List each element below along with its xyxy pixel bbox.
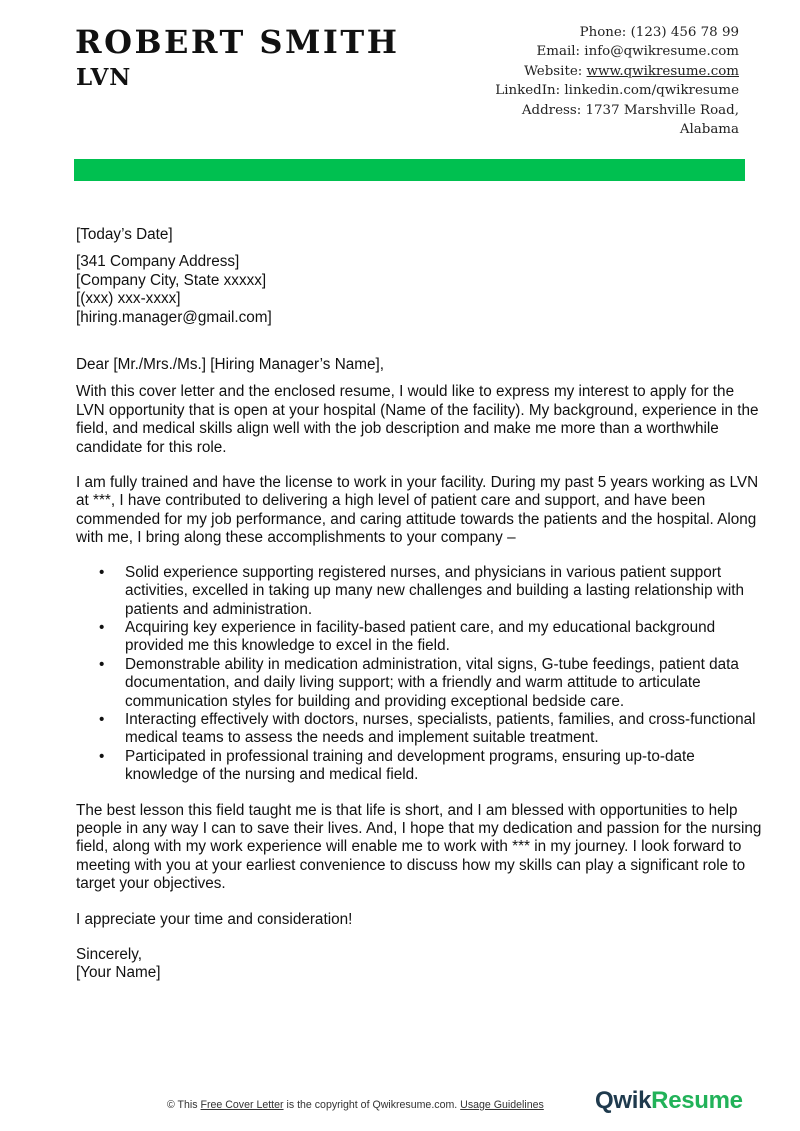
website-link[interactable]: www.qwikresume.com	[586, 63, 739, 79]
recipient-city-state: [Company City, State xxxxx]	[76, 271, 267, 289]
contact-linkedin: LinkedIn: linkedin.com/qwikresume	[495, 83, 739, 99]
recipient-phone: [(xxx) xxx-xxxx]	[76, 290, 181, 308]
header-divider-bar	[74, 159, 745, 181]
applicant-role: LVN	[76, 64, 132, 91]
salutation: Dear [Mr./Mrs./Ms.] [Hiring Manager’s Name],	[76, 356, 384, 374]
list-item	[76, 748, 766, 785]
bullet-icon: •	[99, 618, 105, 636]
contact-website	[495, 62, 739, 81]
appreciation-line: I appreciate your time and consideration!	[76, 910, 353, 928]
logo-part-qwik: Qwik	[595, 1087, 652, 1114]
list-item-text: Participated in professional training and development programs, ensuring up-to-date knowledge of the nursing and medical field.	[125, 747, 695, 784]
list-item-text: Solid experience supporting registered nurses, and physicians in various patient support activities, excelled in taking up many new challenges and building a lasting relationship with patients and administration.	[125, 563, 745, 618]
contact-website-label: Website:	[524, 63, 587, 79]
list-item-text: Acquiring key experience in facility-based patient care, and my educational background provided me this knowledge to excel in the field.	[125, 618, 716, 655]
contact-phone: Phone: (123) 456 78 99	[579, 25, 739, 40]
paragraph-intro: With this cover letter and the enclosed resume, I would like to express my interest to apply for the LVN opportunity that is open at your hospital (Name of the facility). My background, experience in the field, and medical skills align well with the job description and make me more than a worthwhile candidate for this role.	[76, 383, 759, 456]
paragraph-experience: I am fully trained and have the license to work in your facility. During my past 5 years working as LVN at ***, I have contributed to delivering a high level of patient care and support, and have been commended for my job performance, and caring attitude towards the patients and the hospital. Along with me, I bring along these accomplishments to your company –	[76, 474, 759, 547]
free-cover-letter-link[interactable]: Free Cover Letter	[200, 1099, 284, 1111]
paragraph-closing: The best lesson this field taught me is that life is short, and I am blessed with opportunities to help people in any way I can to save their lives. And, I hope that my dedication and passion for the nursing field, along with my work experience will enable me to work with *** in my journey. I look forward to meeting with you at your earliest convenience to discuss how my skills can play a significant role to target your objectives.	[76, 801, 762, 893]
signature-name: [Your Name]	[76, 964, 161, 982]
footer-middle: is the copyright of Qwikresume.com.	[283, 1099, 461, 1111]
contact-block	[495, 23, 739, 139]
list-item	[76, 619, 766, 656]
logo-part-resume: Resume	[651, 1087, 743, 1114]
recipient-block	[76, 253, 766, 327]
list-item-text: Interacting effectively with doctors, nurses, specialists, patients, families, and cross-functional medical teams to assess the needs and implement suitable treatment.	[125, 710, 756, 747]
qwikresume-logo[interactable]	[595, 1087, 743, 1115]
footer-prefix: © This	[167, 1099, 201, 1111]
list-item	[76, 711, 766, 748]
bullet-icon: •	[99, 710, 105, 728]
letter-body	[76, 226, 766, 983]
list-item	[76, 656, 766, 711]
list-item-text: Demonstrable ability in medication administration, vital signs, G-tube feedings, patient data documentation, and daily living support; with a friendly and warm attitude to articulate communication styles for building and providing exceptional bedside care.	[125, 655, 739, 710]
recipient-address: [341 Company Address]	[76, 253, 240, 271]
accomplishments-list	[76, 564, 766, 785]
usage-guidelines-link[interactable]: Usage Guidelines	[460, 1099, 544, 1111]
list-item	[76, 564, 766, 619]
contact-address-line1: Address: 1737 Marshville Road,	[521, 102, 739, 118]
closing-line: Sincerely,	[76, 946, 143, 963]
recipient-email: [hiring.manager@gmail.com]	[76, 308, 272, 326]
applicant-name: ROBERT SMITH	[75, 23, 400, 61]
bullet-icon: •	[99, 655, 105, 673]
letter-date: [Today’s Date]	[76, 226, 173, 243]
bullet-icon: •	[99, 563, 105, 581]
contact-address-line2: Alabama	[679, 122, 739, 138]
copyright-footer	[167, 1099, 544, 1111]
contact-email: Email: info@qwikresume.com	[536, 44, 739, 60]
bullet-icon: •	[99, 747, 105, 765]
